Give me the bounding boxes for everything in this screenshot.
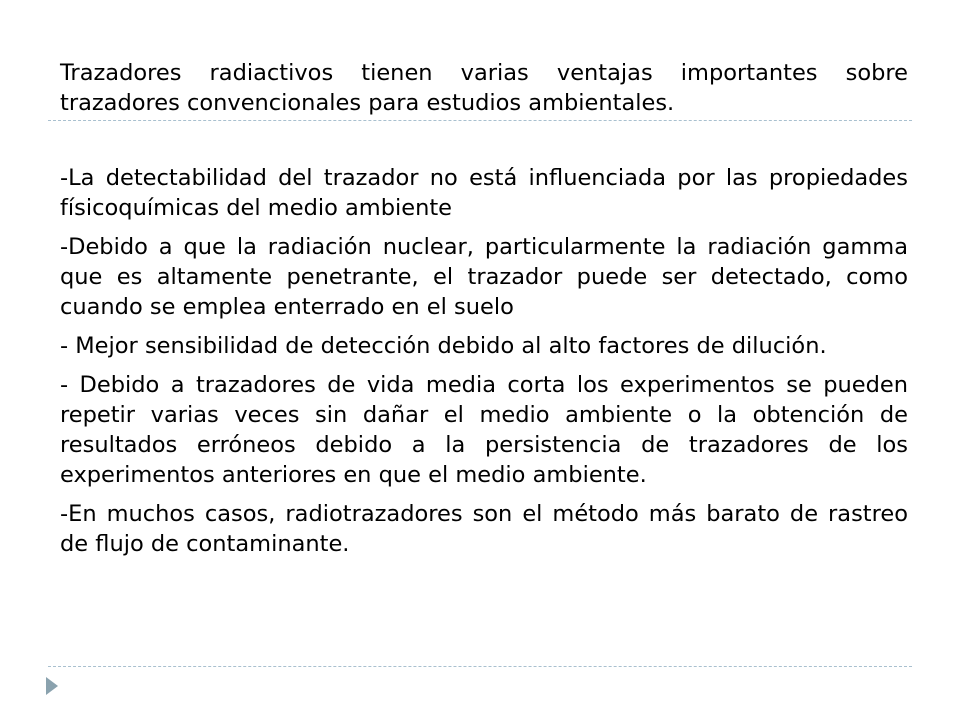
triangle-bullet-icon — [46, 677, 58, 695]
list-item: - Mejor sensibilidad de detección debido al alto factores de dilución. — [60, 333, 827, 359]
intro-paragraph: Trazadores radiactivos tienen varias ventajas importantes sobre trazadores convencionales para estudios ambientales. — [60, 60, 908, 116]
list-item: -La detectabilidad del trazador no está influenciada por las propiedades físicoquímicas del medio ambiente — [60, 165, 908, 221]
list-item: - Debido a trazadores de vida media corta los experimentos se pueden repetir varias veces sin dañar el medio ambiente o la obtención de resultados erróneos debido a la persistencia de trazadores de los experimentos anteriores en que el medio ambiente. — [60, 372, 908, 488]
list-item: -En muchos casos, radiotrazadores son el método más barato de rastreo de flujo de contaminante. — [60, 501, 908, 557]
bottom-divider — [48, 666, 912, 667]
slide-body — [60, 58, 908, 568]
list-item: -Debido a que la radiación nuclear, particularmente la radiación gamma que es altamente penetrante, el trazador puede ser detectado, como cuando se emplea enterrado en el suelo — [60, 234, 908, 320]
